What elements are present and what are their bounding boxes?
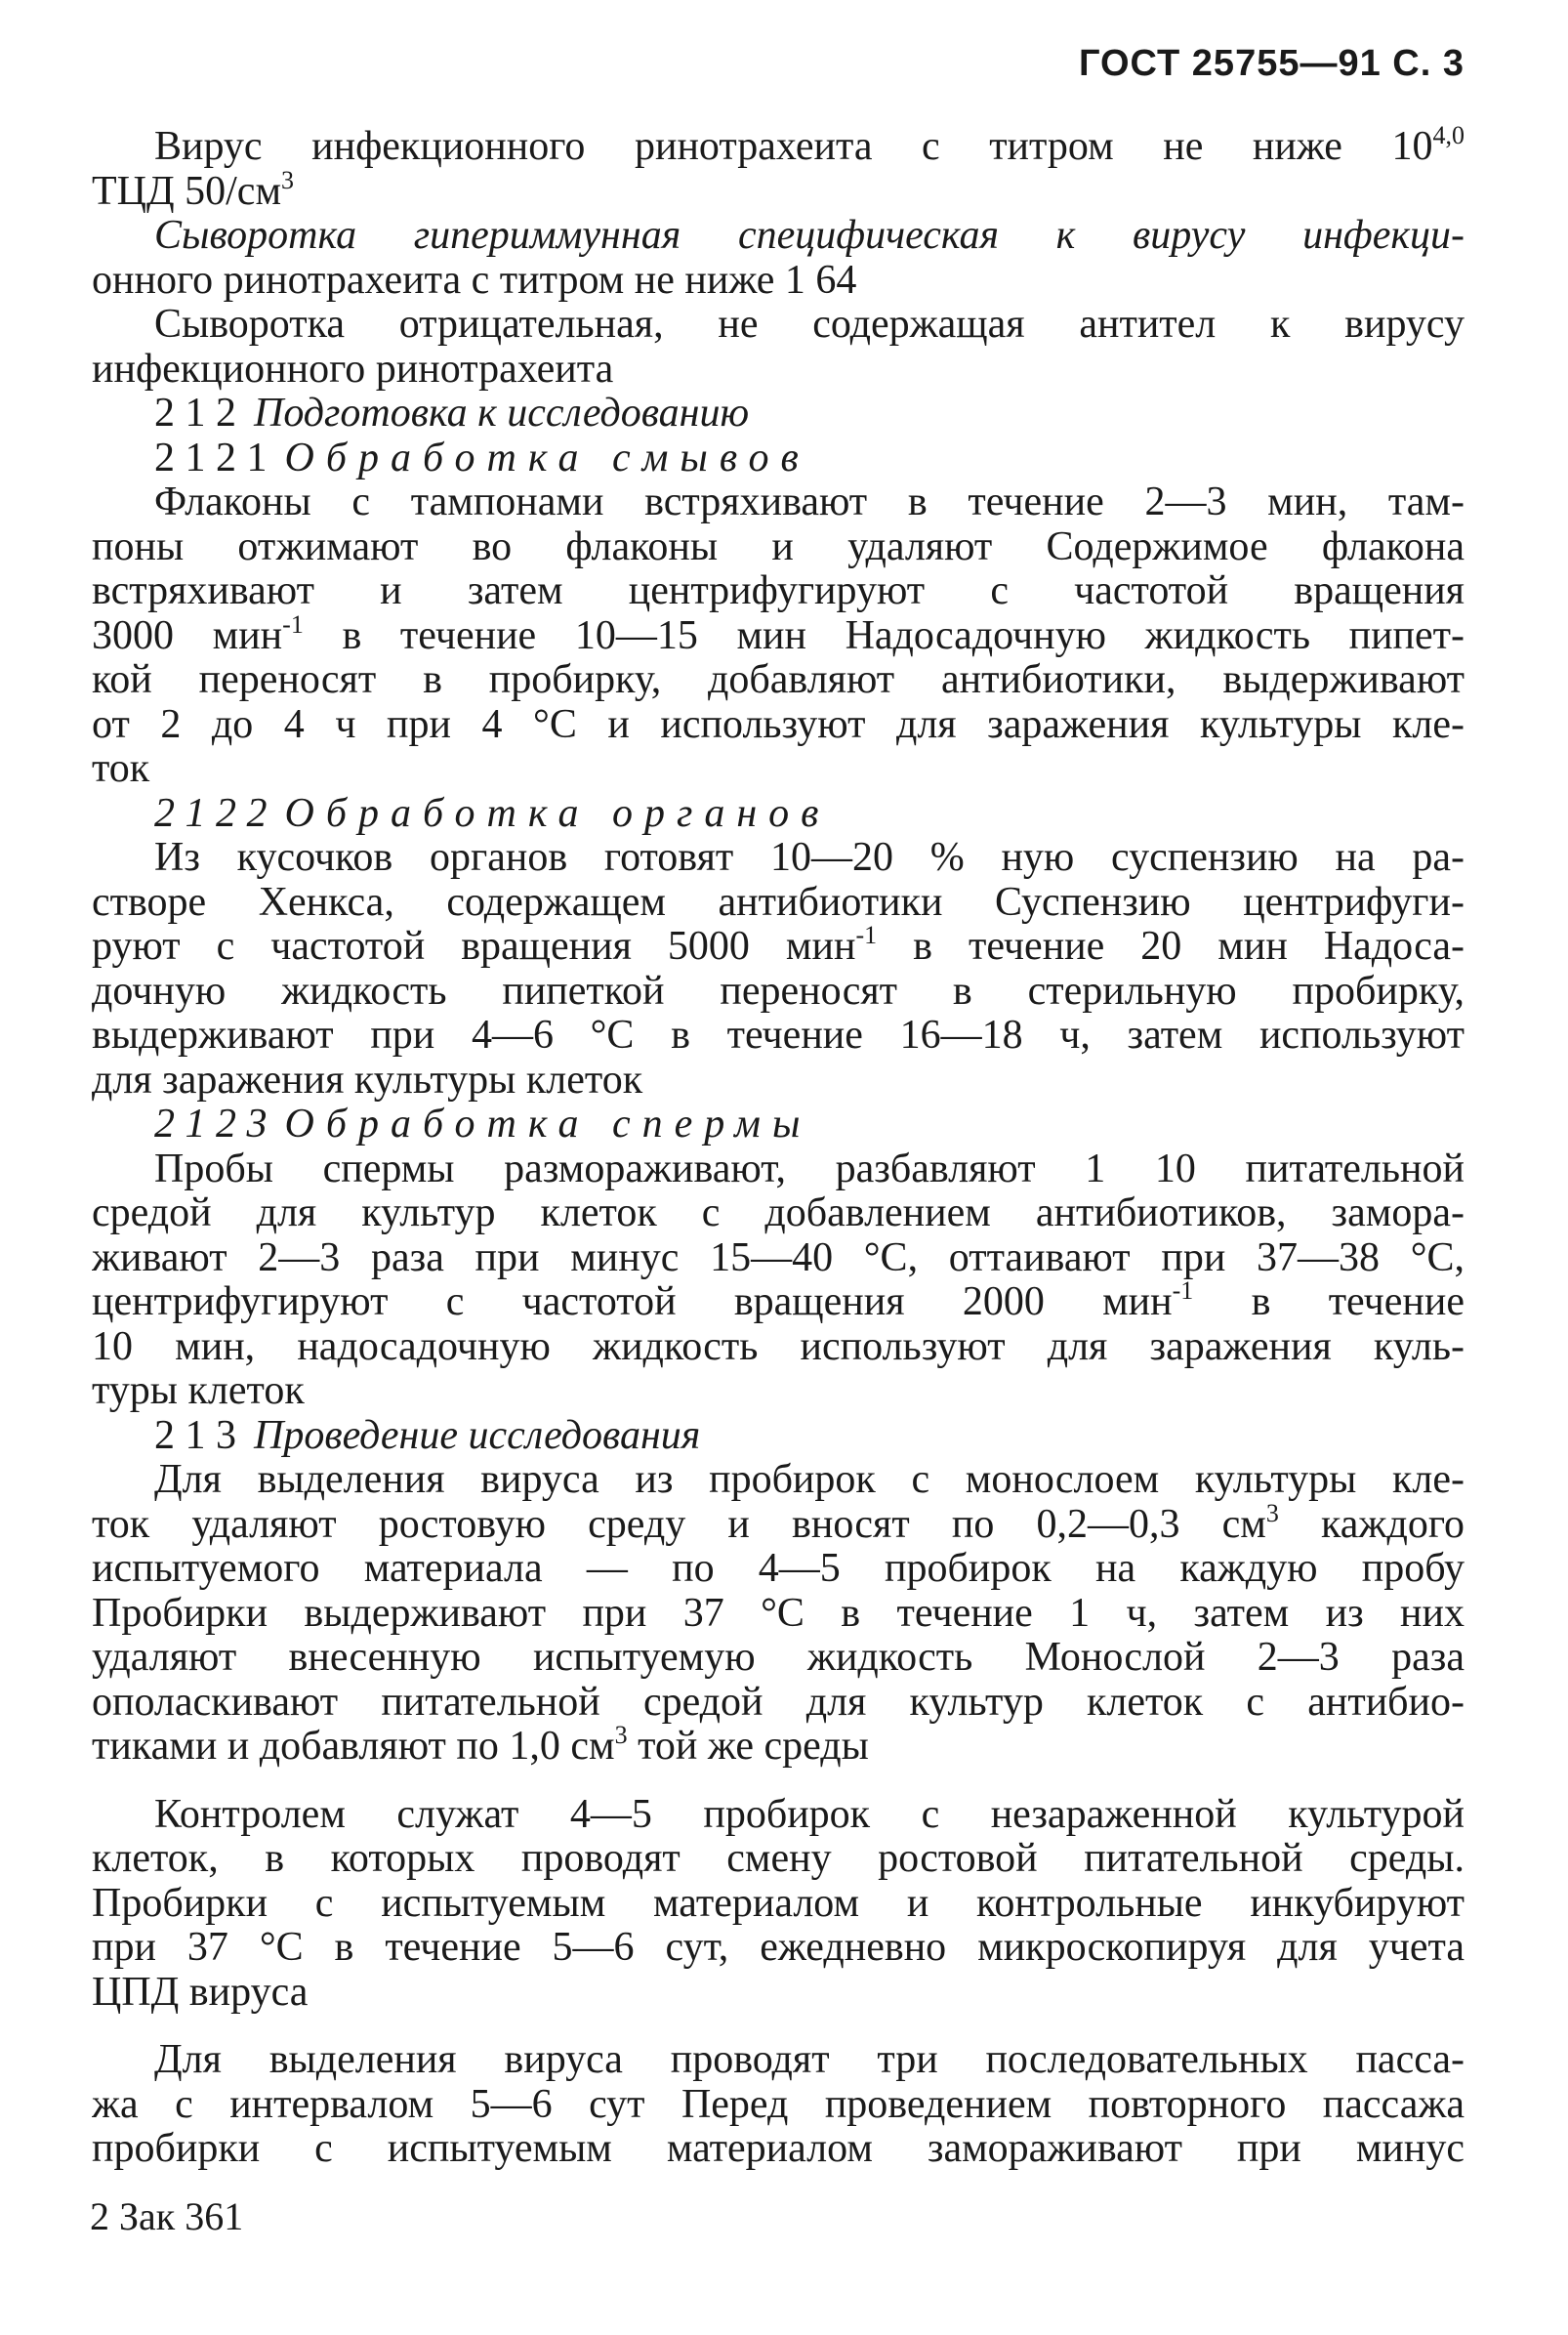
text-line: выдерживают при 4—6 °С в течение 16—18 ч, затем используют [92, 1014, 1465, 1058]
text-line: Контролем служат 4—5 пробирок с незараженной культурой [154, 1792, 1465, 1837]
text-line: Пробирки с испытуемым материалом и контрольные инкубируют [92, 1881, 1465, 1926]
text-line: Для выделения вируса из пробирок с монослоем культуры кле- [154, 1458, 1465, 1502]
text-line: руют с частотой вращения 5000 мин$^{-1}$ в течение 20 мин Надоса- [92, 925, 1465, 969]
text-line: жа с интервалом 5—6 сут Перед проведением повторного пассажа [92, 2082, 1465, 2127]
text-line: для заражения культуры клеток [92, 1058, 643, 1103]
text-line: Пробирки выдерживают при 37 °С в течение 1 ч, затем из них [92, 1591, 1465, 1636]
text-line: Из кусочков органов готовят 10—20 % ную суспензию на ра- [154, 836, 1465, 880]
page-header: ГОСТ 25755—91 С. 3 [1078, 43, 1465, 84]
text-line: тиками и добавляют по 1,0 $см^3$ той же среды [92, 1725, 869, 1769]
text-line: Сыворотка гипериммунная специфическая к вирусу инфекци- [154, 214, 1465, 258]
section-heading-2-1-2-3: 2 1 2 3 Обработка спермы [154, 1103, 812, 1147]
text-line: центрифугируют с частотой вращения 2000 мин$^{-1}$ в течение [92, 1280, 1465, 1324]
text-line: поны отжимают во флаконы и удаляют Содержимое флакона [92, 524, 1465, 569]
text-line: ополаскивают питательной средой для культур клеток с антибио- [92, 1680, 1465, 1725]
text-line: ток [92, 747, 150, 791]
text-line: средой для культур клеток с добавлением антибиотиков, замора- [92, 1191, 1465, 1235]
paragraph-gap [92, 1770, 1465, 1793]
section-heading-2-1-3: 2 1 3 Проведение исследования [154, 1413, 701, 1458]
text-line: при 37 °С в течение 5—6 сут, ежедневно микроскопируя для учета [92, 1926, 1465, 1970]
text-line: онного ринотрахеита с титром не ниже 1 64 [92, 258, 857, 303]
text-line: испытуемого материала — по 4—5 пробирок на каждую пробу [92, 1547, 1465, 1591]
text-line: встряхивают и затем центрифугируют с частотой вращения [92, 569, 1465, 613]
text-line: клеток, в которых проводят смену ростовой питательной среды. [92, 1837, 1465, 1881]
text-line: ЦПД вируса [92, 1970, 309, 2015]
text-line: кой переносят в пробирку, добавляют антибиотики, выдерживают [92, 658, 1465, 702]
text-line: Пробы спермы размораживают, разбавляют 1 10 питательной [154, 1147, 1465, 1191]
text-line: створе Хенкса, содержащем антибиотики Суспензию центрифуги- [92, 880, 1465, 925]
text-line: от 2 до 4 ч при 4 °С и используют для заражения культуры кле- [92, 702, 1465, 747]
text-line: ТЦД $50/см^3$ [92, 169, 295, 214]
text-line: Флаконы с тампонами встряхивают в течение 2—3 мин, там- [154, 480, 1465, 524]
text-line: Сыворотка отрицательная, не содержащая антител к вирусу [154, 303, 1465, 347]
text-line: ток удаляют ростовую среду и вносят по 0,2—0,3 $см^3$ каждого [92, 1502, 1465, 1547]
text-line: Для выделения вируса проводят три последовательных пасса- [154, 2038, 1465, 2082]
text-line: Вирус инфекционного ринотрахеита с титром не ниже 10$^{4,0}$ [154, 125, 1465, 169]
page-footer: 2 Зак 361 [90, 2194, 244, 2238]
section-heading-2-1-2-1: 2 1 2 1 Обработка смывов [154, 436, 810, 480]
section-heading-2-1-2: 2 1 2 Подготовка к исследованию [154, 392, 750, 436]
text-line: 10 мин, надосадочную жидкость используют для заражения куль- [92, 1324, 1465, 1369]
paragraph-gap [92, 2015, 1465, 2038]
text-line: 3000 мин$^{-1}$ в течение 10—15 мин Надосадочную жидкость пипет- [92, 613, 1465, 658]
text-line: пробирки с испытуемым материалом замораживают при минус [92, 2127, 1465, 2171]
text-line: дочную жидкость пипеткой переносят в стерильную пробирку, [92, 969, 1465, 1014]
text-line: туры клеток [92, 1369, 305, 1413]
section-heading-2-1-2-2: 2 1 2 2 Обработка органов [154, 791, 831, 836]
text-line: инфекционного ринотрахеита [92, 347, 614, 392]
text-line: удаляют внесенную испытуемую жидкость Монослой 2—3 раза [92, 1636, 1465, 1680]
document-body [92, 125, 1465, 2172]
text-line: живают 2—3 раза при минус 15—40 °С, оттаивают при 37—38 °С, [92, 1235, 1465, 1280]
